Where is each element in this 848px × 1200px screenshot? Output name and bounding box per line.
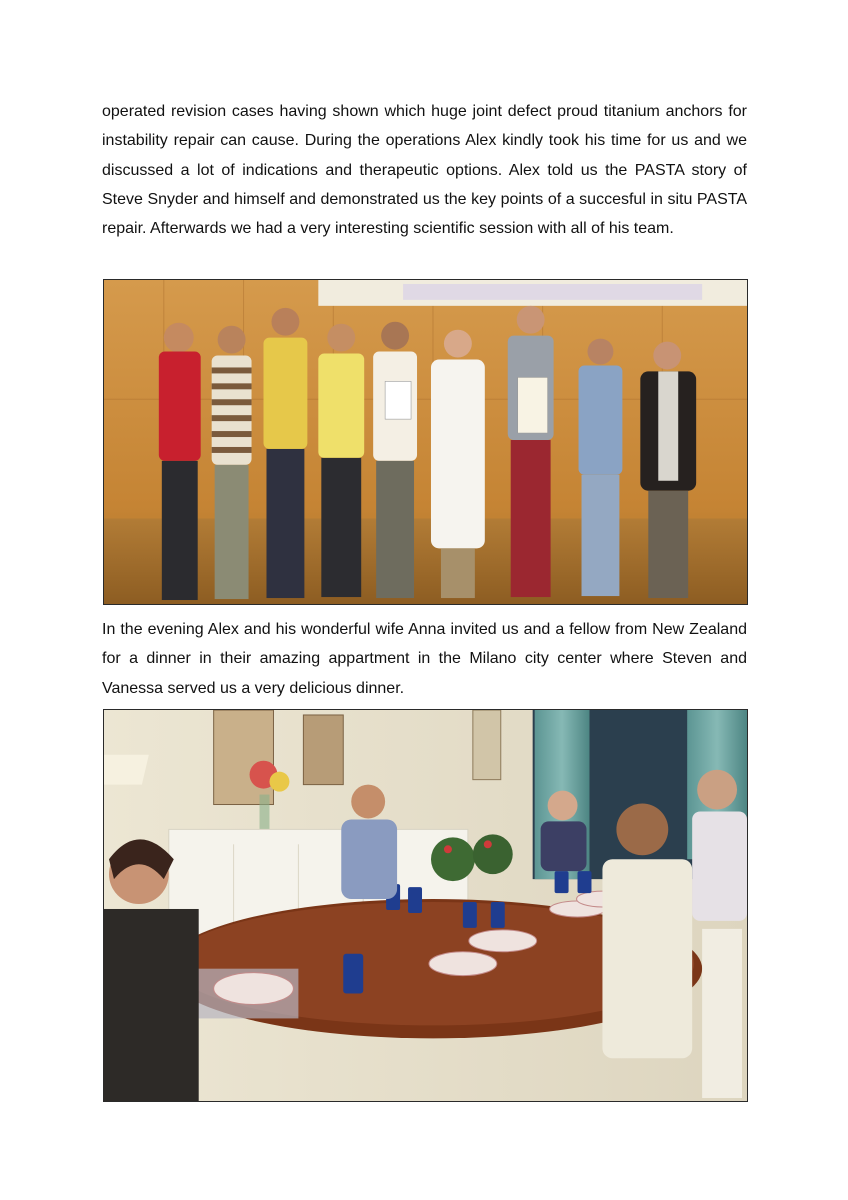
paragraph-1: operated revision cases having shown which huge joint defect proud titanium anchors for instability repair can cause. During the operations Alex kindly took his time for us and we discussed a lot of indications and therapeutic options. Alex told us the PASTA story of Steve Snyder and himself and demonstrated us the key points of a succesful in situ PASTA repair. Afterwards we had a very interesting scientific session with all of his team.: [102, 103, 747, 238]
dinner-photo-illustration: [104, 710, 747, 1101]
dinner-photo: [103, 709, 748, 1102]
paragraph-2: In the evening Alex and his wonderful wife Anna invited us and a fellow from New Zealand for a dinner in their amazing appartment in the Milano city center where Steven and Vanessa served us a very delicious dinner.: [102, 621, 747, 697]
group-photo-illustration: [104, 280, 747, 604]
group-photo-certificates: [103, 279, 748, 605]
